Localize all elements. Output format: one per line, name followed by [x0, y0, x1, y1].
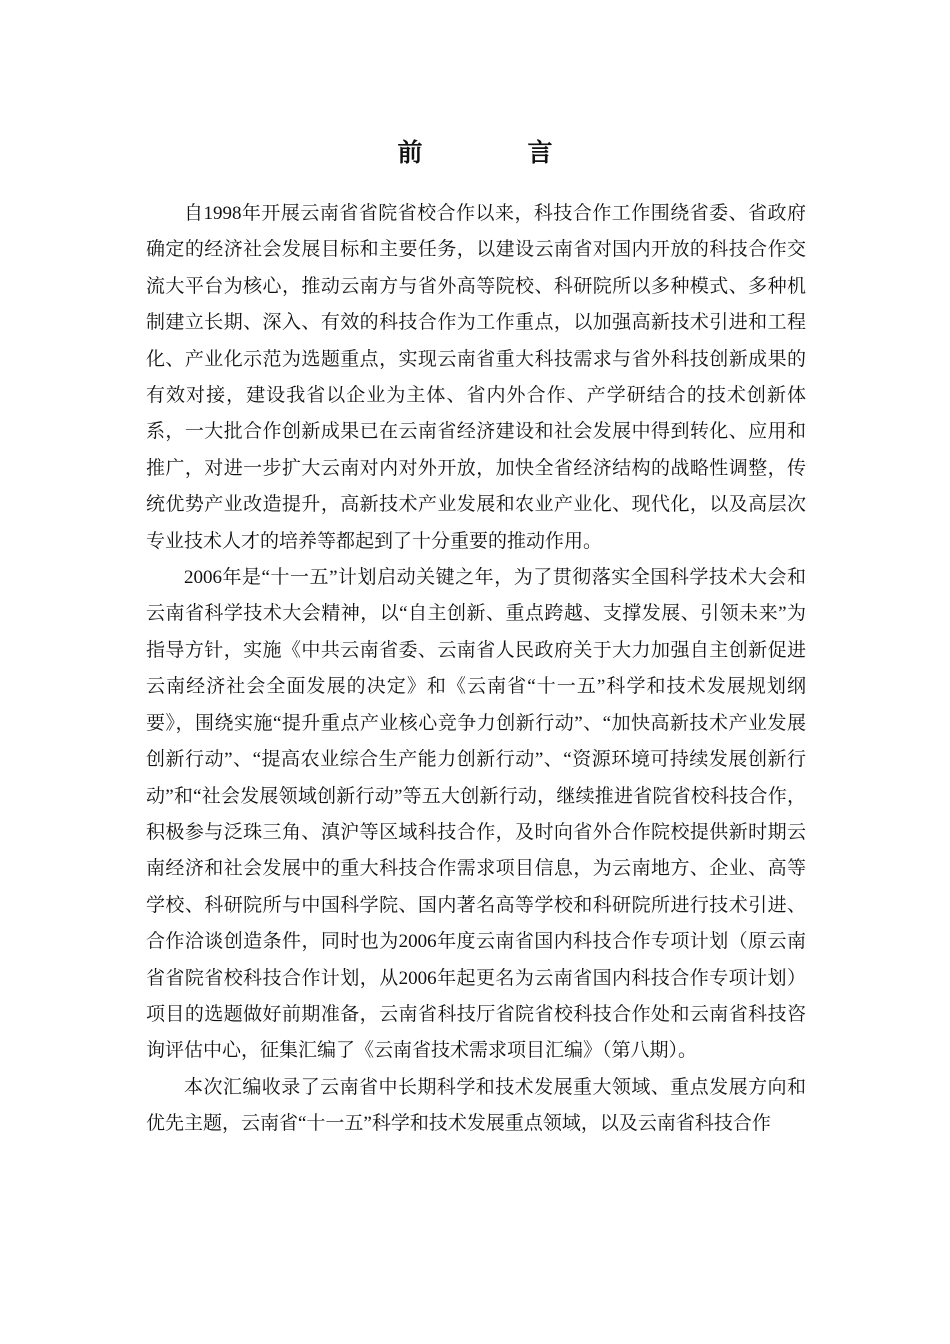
body-text: [146, 196, 806, 1143]
paragraph-1: 自1998年开展云南省省院省校合作以来，科技合作工作围绕省委、省政府确定的经济社会发展目标和主要任务，以建设云南省对国内开放的科技合作交流大平台为核心，推动云南方与省外高等院校、科研院所以多种模式、多种机制建立长期、深入、有效的科技合作为工作重点，以加强高新技术引进和工程化、产业化示范为选题重点，实现云南省重大科技需求与省外科技创新成果的有效对接，建设我省以企业为主体、省内外合作、产学研结合的技术创新体系，一大批合作创新成果已在云南省经济建设和社会发展中得到转化、应用和推广，对进一步扩大云南对内对外开放，加快全省经济结构的战略性调整，传统优势产业改造提升，高新技术产业发展和农业产业化、现代化，以及高层次专业技术人才的培养等都起到了十分重要的推动作用。: [146, 203, 806, 552]
paragraph-3: 本次汇编收录了云南省中长期科学和技术发展重大领域、重点发展方向和优先主题，云南省“十一五”科学和技术发展重点领域，以及云南省科技合作: [146, 1076, 806, 1135]
page-title: 前 言: [397, 138, 593, 167]
paragraph-2: 2006年是“十一五”计划启动关键之年，为了贯彻落实全国科学技术大会和云南省科学技术大会精神，以“自主创新、重点跨越、支撑发展、引领未来”为指导方针，实施《中共云南省委、云南省人民政府关于大力加强自主创新促进云南经济社会全面发展的决定》和《云南省“十一五”科学和技术发展规划纲要》，围绕实施“提升重点产业核心竞争力创新行动”、“加快高新技术产业发展创新行动”、“提高农业综合生产能力创新行动”、“资源环境可持续发展创新行动”和“社会发展领域创新行动”等五大创新行动，继续推进省院省校科技合作，积极参与泛珠三角、滇沪等区域科技合作，及时向省外合作院校提供新时期云南经济和社会发展中的重大科技合作需求项目信息，为云南地方、企业、高等学校、科研院所与中国科学院、国内著名高等学校和科研院所进行技术引进、合作洽谈创造条件，同时也为2006年度云南省国内科技合作专项计划（原云南省省院省校科技合作计划，从2006年起更名为云南省国内科技合作专项计划）项目的选题做好前期准备，云南省科技厅省院省校科技合作处和云南省科技咨询评估中心，征集汇编了《云南省技术需求项目汇编》（第八期）。: [146, 567, 806, 1062]
